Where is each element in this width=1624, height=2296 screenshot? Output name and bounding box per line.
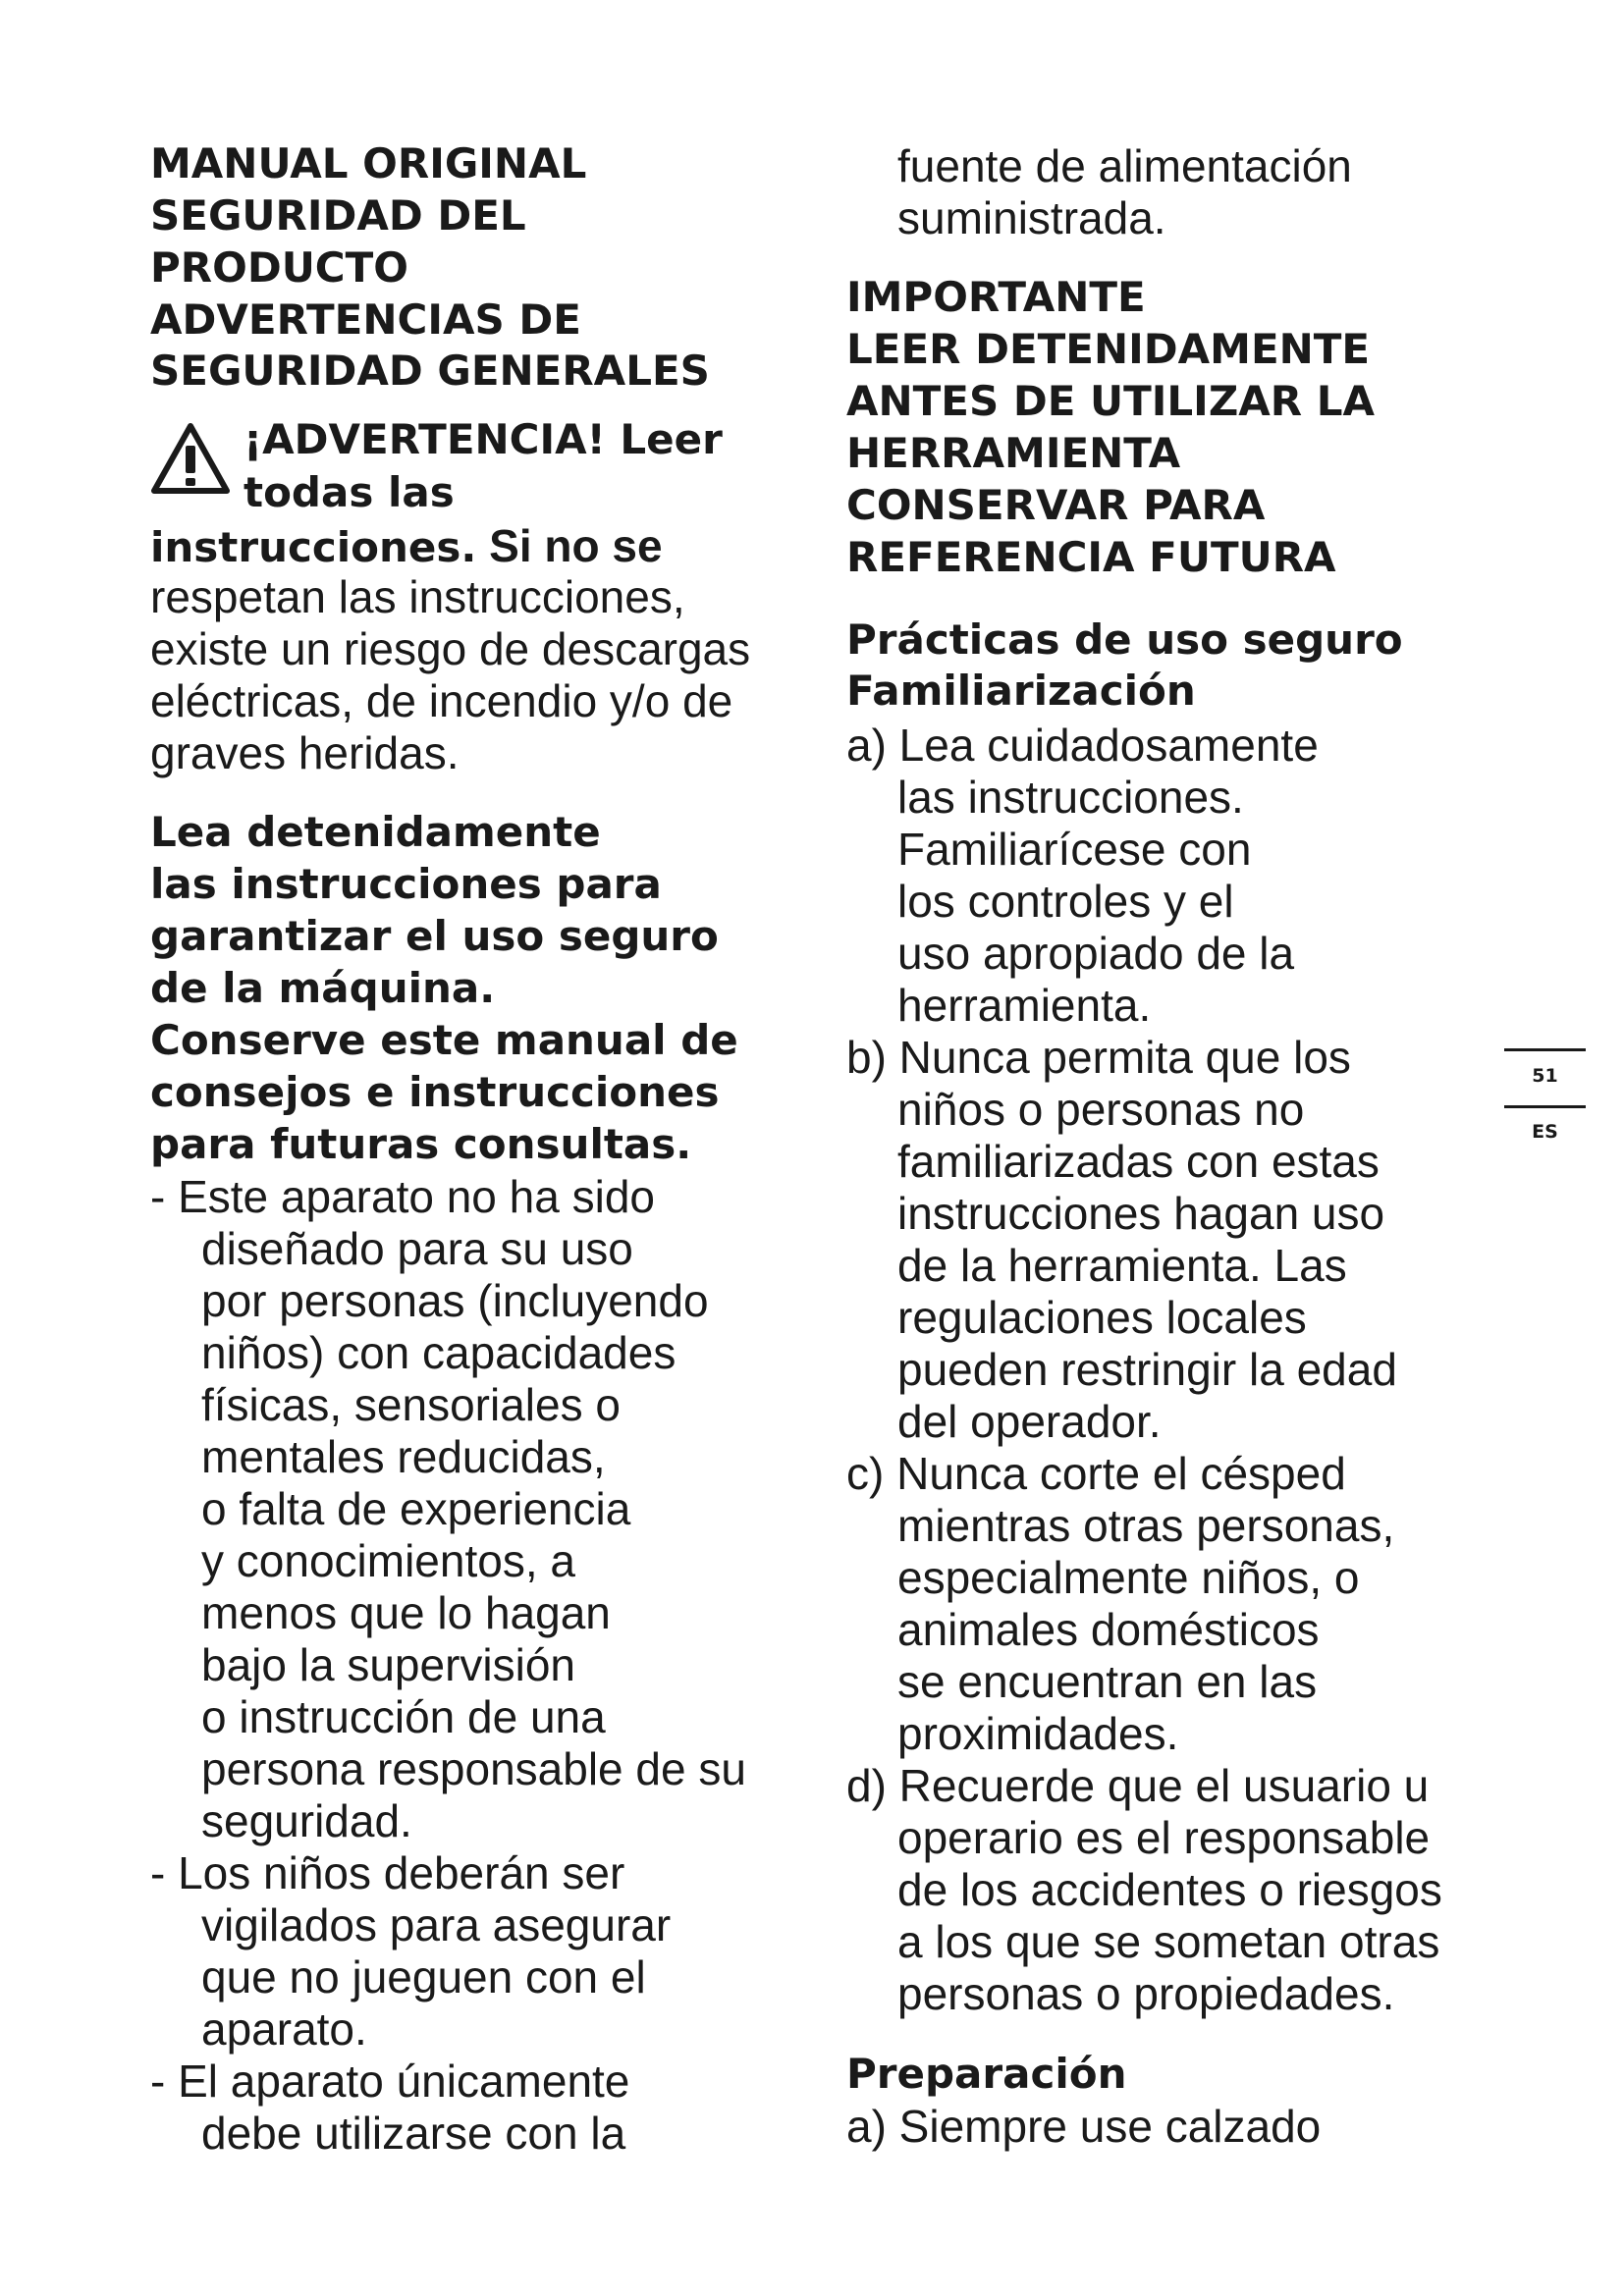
text-line: suministrada. [897,192,1166,243]
text-line: Familiarícese con [897,824,1252,875]
heading-line: ¡ADVERTENCIA! Leer [244,415,723,463]
text-line: vigilados para asegurar [201,1899,672,1950]
text-line: y conocimientos, a [201,1535,575,1586]
heading-line: de la máquina. [150,964,496,1012]
heading-line: Lea detenidamente [150,808,601,856]
heading-line: garantizar el uso seguro [150,912,719,960]
text-line: diseñado para su uso [201,1223,633,1274]
text-line: - Este aparato no ha sido [150,1171,655,1222]
heading-line: CONSERVAR PARA [846,481,1266,529]
page-number-top-rule [1504,1048,1586,1051]
heading-line: Familiarización [846,667,1196,715]
text-line: del operador. [897,1396,1162,1447]
text-line: a) Siempre use calzado [846,2101,1322,2152]
text-line: operario es el responsable [897,1812,1431,1863]
text-line: niños) con capacidades [201,1327,677,1378]
text-line: regulaciones locales [897,1292,1307,1343]
heading-line: PRODUCTO [150,243,408,292]
text-line: de la herramienta. Las [897,1240,1347,1291]
text-line: menos que lo hagan [201,1587,611,1638]
text-line: respetan las instrucciones, [150,571,685,622]
text-line: los controles y el [897,876,1234,927]
page-number-bottom-rule [1504,1105,1586,1108]
text-line: d) Recuerde que el usuario u [846,1760,1430,1811]
text-line: físicas, sensoriales o [201,1379,621,1430]
heading-line: todas las [244,468,455,516]
text-line: se encuentran en las [897,1656,1318,1707]
text-line: por personas (incluyendo [201,1275,709,1326]
heading-line: IMPORTANTE [846,273,1146,321]
heading-line: ADVERTENCIAS DE [150,295,581,344]
text-line: que no jueguen con el [201,1951,646,2002]
text-line: eléctricas, de incendio y/o de [150,675,733,726]
text-line: b) Nunca permita que los [846,1032,1351,1083]
text-line: de los accidentes o riesgos [897,1864,1442,1915]
text-line: mentales reducidas, [201,1431,606,1482]
page-number: 51 [1532,1065,1558,1087]
text-line: bajo la supervisión [201,1639,576,1690]
text-line: niños o personas no [897,1084,1305,1135]
text-line: especialmente niños, o [897,1552,1360,1603]
text-line: proximidades. [897,1708,1179,1759]
text-line: o instrucción de una [201,1691,606,1742]
text-line: - Los niños deberán ser [150,1847,625,1898]
text-line: familiarizadas con estas [897,1136,1380,1187]
warning-triangle-icon [150,420,231,497]
text-line: fuente de alimentación [897,140,1352,191]
text-line: existe un riesgo de descargas [150,623,751,674]
heading-line: instrucciones. Si no se [150,520,663,571]
text-line: - El aparato únicamente [150,2056,630,2107]
heading-line: SEGURIDAD DEL [150,191,526,240]
heading-line: LEER DETENIDAMENTE [846,325,1371,373]
heading-line: ANTES DE UTILIZAR LA [846,377,1376,425]
text-line: mientras otras personas, [897,1500,1395,1551]
text-line: personas o propiedades. [897,1968,1395,2019]
text-line: graves heridas. [150,727,460,778]
text-line: animales domésticos [897,1604,1320,1655]
heading-line: para futuras consultas. [150,1120,692,1168]
heading-line: SEGURIDAD GENERALES [150,347,710,395]
heading-line: MANUAL ORIGINAL [150,139,587,187]
text-line: o falta de experiencia [201,1483,631,1534]
text-line: uso apropiado de la [897,928,1295,979]
text-line: pueden restringir la edad [897,1344,1397,1395]
heading-line: las instrucciones para [150,860,662,908]
heading-line: Preparación [846,2050,1127,2098]
text-line: debe utilizarse con la [201,2108,626,2159]
text-line: instrucciones hagan uso [897,1188,1385,1239]
text-line: a los que se sometan otras [897,1916,1440,1967]
text-line-tail: Si no se [476,520,663,571]
heading-line: Conserve este manual de [150,1016,738,1064]
text-line: a) Lea cuidadosamente [846,720,1319,771]
text-line: c) Nunca corte el césped [846,1448,1346,1499]
heading-line: consejos e instrucciones [150,1068,720,1116]
text-line: persona responsable de su [201,1743,746,1794]
text-line: las instrucciones. [897,772,1244,823]
text-line: aparato. [201,2003,367,2055]
language-code: ES [1532,1121,1558,1143]
heading-line: REFERENCIA FUTURA [846,533,1336,581]
heading-line: Prácticas de uso seguro [846,615,1403,664]
text-line: herramienta. [897,980,1152,1031]
heading-line: HERRAMIENTA [846,429,1181,477]
text-line: seguridad. [201,1795,412,1846]
